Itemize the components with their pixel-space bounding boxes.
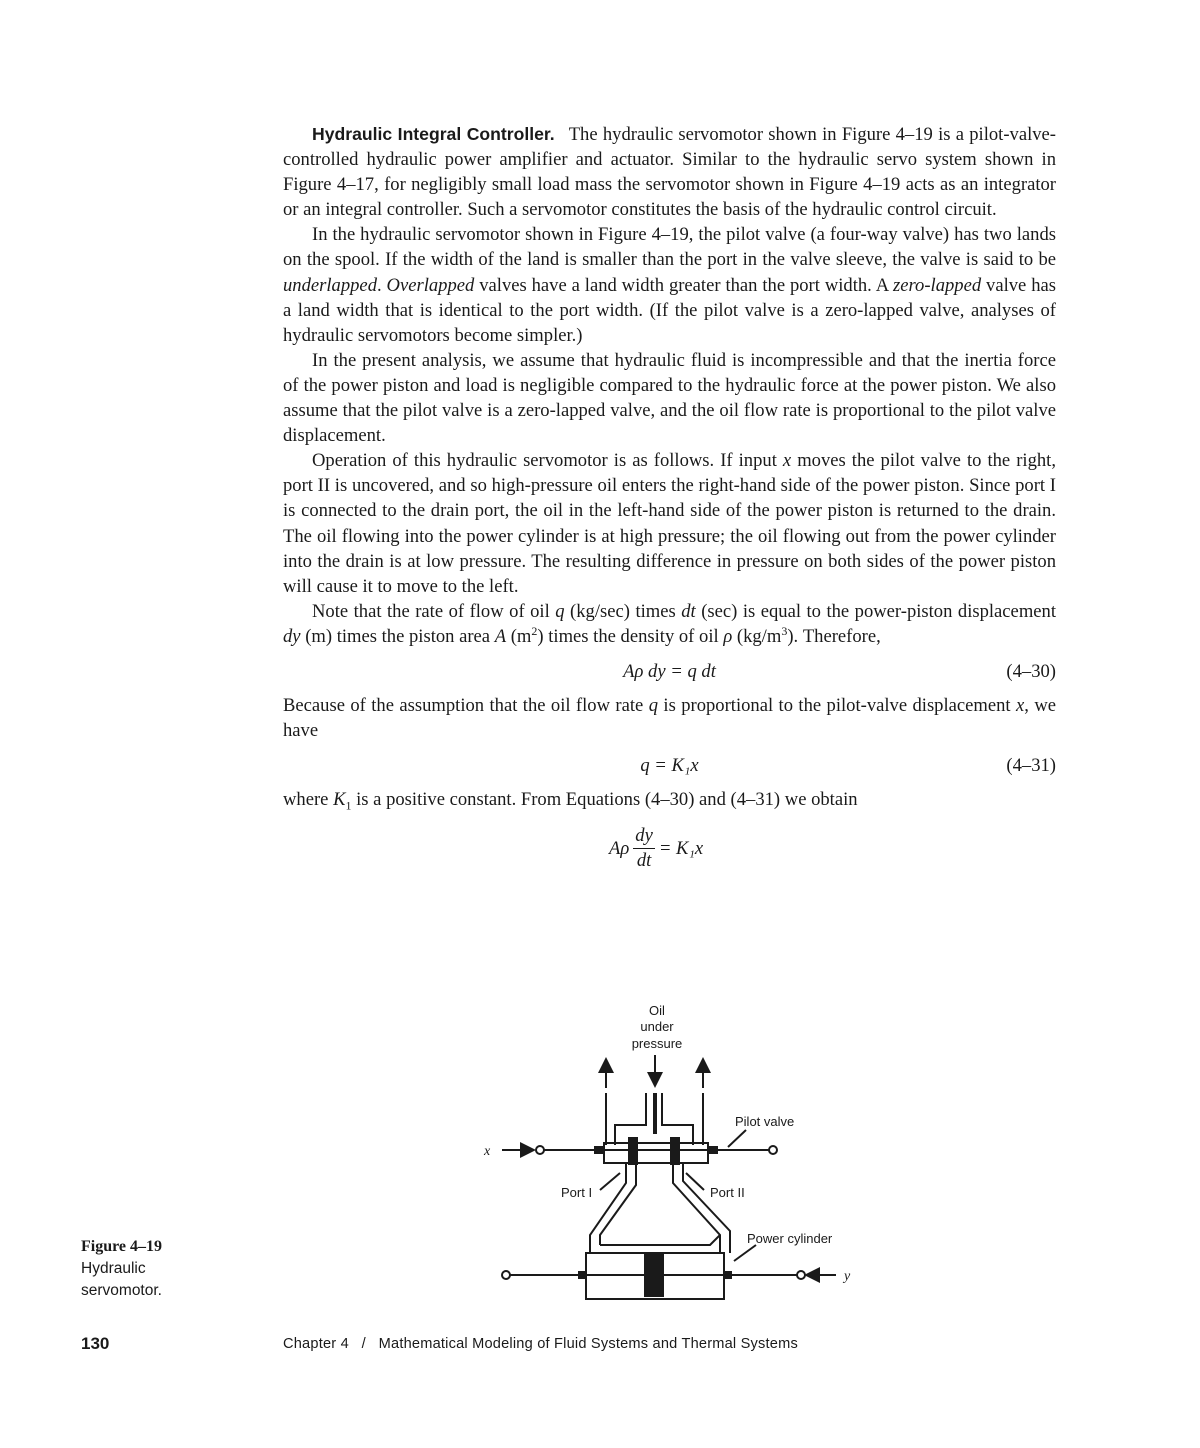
var-q: q: [555, 600, 565, 622]
output-y-label: y: [844, 1269, 851, 1284]
paragraph-1-text: The hydraulic servomotor shown in Figure 4–19 is a pilot-valve-controlled hydraulic power amplifier and actuator. Similar to the hydraulic servo system shown in Figure 4–17, for negligibly small load mass the servomotor shown in Figure 4–19 acts as an integrator or an integral controller. Such a servomotor constitutes the basis of the hydraulic control circuit.: [283, 124, 1056, 221]
fraction-denominator: dt: [636, 849, 652, 871]
equation-4-30: [283, 659, 1056, 684]
fraction-numerator: dy: [633, 824, 655, 849]
pilot-valve-body: [604, 1143, 708, 1163]
p5-text-c: (sec) is equal to the power-piston displacement: [695, 600, 1056, 622]
spool-land-right: [670, 1137, 680, 1165]
load-terminal: [502, 1271, 510, 1279]
section-heading: Hydraulic Integral Controller.: [312, 124, 555, 144]
p5-text-a: Note that the rate of flow of oil: [312, 600, 556, 622]
p2-text-d: valve has a land width that is identical to the port width. (If the pilot valve is a zero-lapped valve, analyses of hydraulic servomotors become simpler.): [283, 274, 1056, 346]
p2-text-c: valves have a land width greater than the port width. A: [474, 274, 893, 296]
term-overlapped: Overlapped: [386, 274, 475, 296]
input-terminal: [536, 1146, 544, 1154]
spool-land-left: [628, 1137, 638, 1165]
var-rho: ρ: [723, 625, 733, 647]
subscript-1: 1: [345, 798, 352, 813]
pipe-center: [654, 1093, 656, 1133]
fraction: [633, 824, 655, 873]
superscript-2: 2: [531, 623, 538, 638]
var-q: q: [648, 694, 658, 716]
cylinder-top-link: [600, 1235, 720, 1245]
paragraph-3: In the present analysis, we assume that hydraulic fluid is incompressible and that the inertia force of the power piston and load is negligible compared to the hydraulic force at the power piston. We also assume that the pilot valve is a zero-lapped valve, and the oil flow rate is proportional to the pilot valve displacement.: [283, 349, 1056, 447]
p6-text-b: is proportional to the pilot-valve displacement: [658, 694, 1016, 716]
port-2-pipe-outer: [673, 1163, 720, 1253]
port-1-leader: [600, 1173, 620, 1190]
paragraph-6: [283, 693, 1056, 743]
var-x: x: [1016, 694, 1025, 716]
power-piston: [644, 1253, 664, 1297]
pilot-valve-leader: [728, 1130, 746, 1147]
p5-text-b: (kg/sec) times: [564, 600, 682, 622]
caption-label: Figure 4–19: [81, 1238, 163, 1255]
equation-4-30-number: (4–30): [1006, 660, 1056, 682]
equation-integral: [283, 820, 1056, 876]
equation-integral-body: [609, 820, 703, 876]
paragraph-2: [283, 222, 1056, 347]
valve-seal-left: [594, 1146, 604, 1154]
port-1-label: Port I: [561, 1185, 593, 1200]
var-x: x: [782, 450, 792, 472]
port-2-label: Port II: [710, 1185, 745, 1200]
p5-text-d: (m) times the piston area: [300, 625, 495, 647]
servomotor-diagram: [460, 995, 860, 1305]
equation-integral-left: Aρ: [609, 837, 630, 859]
p5-text-f: ) times the density of oil: [537, 625, 724, 647]
body-text: [283, 122, 1056, 876]
paragraph-1: [283, 122, 1056, 222]
var-K: K: [333, 789, 346, 811]
oil-label-line1: Oil: [649, 1003, 665, 1018]
p7-text-a: where: [283, 789, 334, 811]
p5-text-e: (m: [506, 625, 532, 647]
caption-line-2: servomotor.: [81, 1282, 162, 1299]
oil-label-line2: under: [640, 1019, 674, 1034]
term-underlapped: underlapped: [283, 274, 377, 296]
paragraph-5: [283, 599, 1056, 649]
var-dt: dt: [681, 600, 696, 622]
p4-text-a: Operation of this hydraulic servomotor is as follows. If input: [312, 450, 783, 472]
paragraph-4: [283, 448, 1056, 599]
term-zero-lapped: zero-lapped: [893, 274, 982, 296]
figure-hydraulic-servomotor: [460, 995, 860, 1310]
input-x-label: x: [484, 1144, 491, 1159]
p6-text-c: , we have: [283, 694, 1057, 742]
p7-text-b: is a positive constant. From Equations (4–30) and (4–31) we obtain: [351, 789, 858, 811]
p4-text-b: moves the pilot valve to the right, port II is uncovered, and so high-pressure oil enters the right-hand side of the power piston. Since port I is connected to the drain port, the oil in the left-hand side of the power piston is returned to the drain. The oil flowing into the power cylinder is at high pressure; the oil flowing out from the power cylinder into the drain is at low pressure. The resulting difference in pressure on both sides of the power piston will cause it to move to the left.: [283, 450, 1056, 597]
equation-4-31-number: (4–31): [1006, 755, 1056, 777]
figure-caption: [81, 1236, 162, 1302]
equation-4-31-formula: q = K₁x: [640, 755, 699, 777]
cylinder-seal-right: [724, 1271, 732, 1279]
pilot-valve-label: Pilot valve: [735, 1114, 795, 1129]
valve-seal-right: [708, 1146, 718, 1154]
equation-4-30-formula: Aρ dy = q dt: [623, 660, 716, 682]
output-terminal: [797, 1271, 805, 1279]
caption-line-1: Hydraulic: [81, 1260, 146, 1277]
page-number: 130: [81, 1334, 110, 1353]
superscript-3: 3: [781, 623, 788, 638]
equation-integral-right: = K₁x: [658, 837, 704, 859]
p6-text-a: Because of the assumption that the oil flow rate: [283, 694, 649, 716]
oil-label-line3: pressure: [631, 1036, 683, 1051]
p2-text-a: In the hydraulic servomotor shown in Figure 4–19, the pilot valve (a four-way valve) has two lands on the spool. If the width of the land is smaller than the port in the valve sleeve, the valve is said to be: [283, 224, 1056, 271]
p2-text-b: .: [377, 274, 387, 296]
p5-text-g: (kg/m: [732, 625, 782, 647]
running-footer: Chapter 4 / Mathematical Modeling of Fluid Systems and Thermal Systems: [283, 1336, 798, 1352]
paragraph-7: [283, 787, 1056, 812]
power-cylinder-leader: [734, 1245, 756, 1261]
power-cylinder-label: Power cylinder: [747, 1231, 833, 1246]
equation-4-31: [283, 753, 1056, 778]
var-A: A: [494, 625, 507, 647]
cylinder-seal-left: [578, 1271, 586, 1279]
p5-text-h: ). Therefore,: [787, 625, 881, 647]
var-dy: dy: [283, 625, 301, 647]
pilot-end-terminal: [769, 1146, 777, 1154]
